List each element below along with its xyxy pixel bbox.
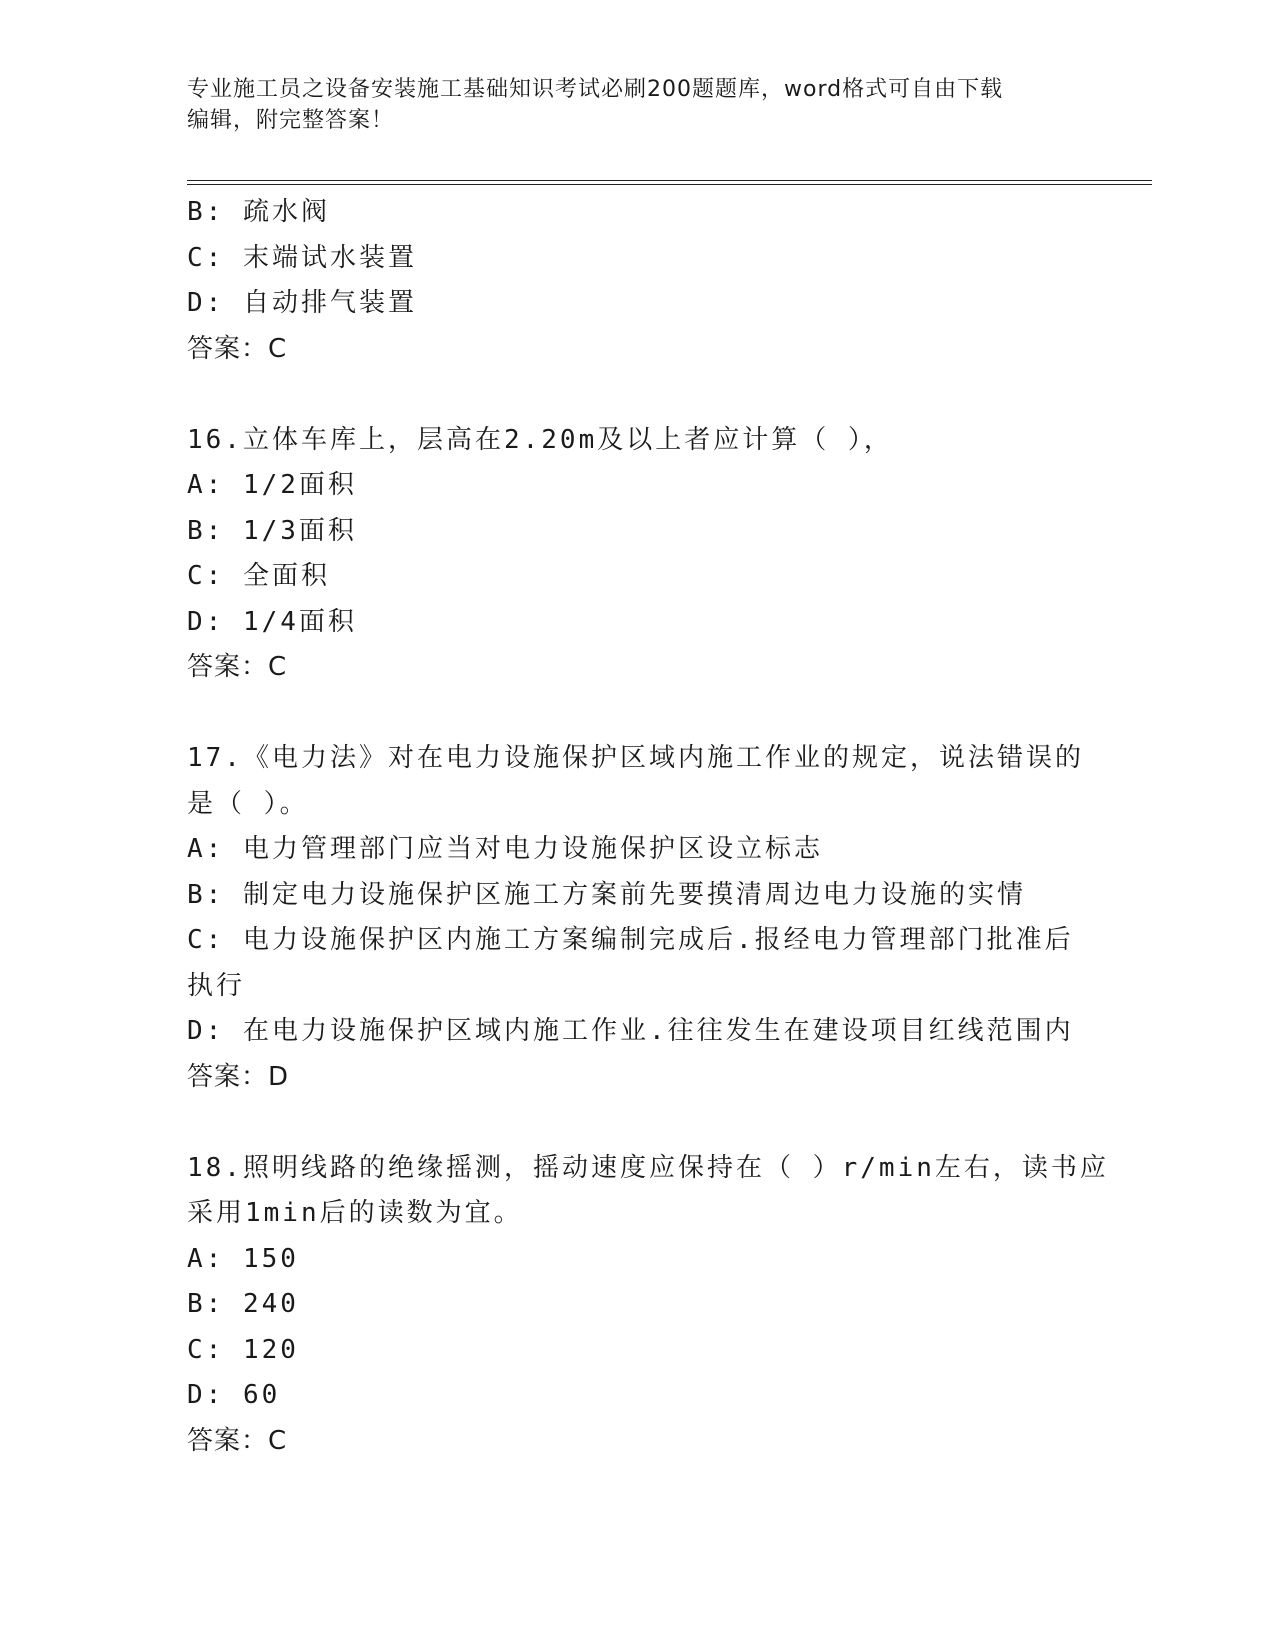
answer-line: 答案：D <box>187 1061 290 1092</box>
header-rule-bottom <box>187 184 1152 185</box>
question-stem-cont: 采用1min后的读数为宜。 <box>187 1198 523 1228</box>
question-16 <box>187 418 1187 691</box>
option-a: A: 电力管理部门应当对电力设施保护区设立标志 <box>187 834 823 864</box>
option-b: B: 疏水阀 <box>187 197 330 227</box>
option-b: B: 240 <box>187 1289 299 1319</box>
option-c: C: 末端试水装置 <box>187 242 417 273</box>
option-d: D: 60 <box>187 1380 281 1410</box>
option-d: D: 在电力设施保护区域内施工作业.往往发生在建设项目红线范围内 <box>187 1016 1074 1046</box>
spacer <box>187 691 1187 737</box>
option-c-cont: 执行 <box>187 970 246 1001</box>
header-rule-top <box>187 180 1152 181</box>
option-c: C: 120 <box>187 1334 299 1365</box>
question-stem-cont: 是（ ）。 <box>187 788 309 819</box>
header-line-2: 编辑，附完整答案！ <box>187 108 395 133</box>
spacer <box>187 1100 1187 1146</box>
question-15-continued <box>187 190 1187 372</box>
spacer <box>187 372 1187 418</box>
document-header <box>187 74 1087 136</box>
question-stem: 16.立体车库上，层高在2.20m及以上者应计算（ ）， <box>187 424 893 455</box>
question-18 <box>187 1146 1187 1465</box>
header-line-1: 专业施工员之设备安装施工基础知识考试必刷200题题库，word格式可自由下载 <box>187 77 1004 102</box>
option-c: C: 电力设施保护区内施工方案编制完成后.报经电力管理部门批准后 <box>187 925 1074 955</box>
option-b: B: 1/3面积 <box>187 515 357 546</box>
question-stem: 17.《电力法》对在电力设施保护区域内施工作业的规定，说法错误的 <box>187 743 1084 773</box>
option-d: D: 自动排气装置 <box>187 288 417 318</box>
option-a: A: 150 <box>187 1243 299 1274</box>
question-17 <box>187 736 1187 1100</box>
question-stem: 18.照明线路的绝缘摇测，摇动速度应保持在（ ）r/min左右，读书应 <box>187 1152 1109 1183</box>
answer-line: 答案：C <box>187 333 288 364</box>
answer-line: 答案：C <box>187 652 288 682</box>
option-d: D: 1/4面积 <box>187 606 357 637</box>
answer-line: 答案：C <box>187 1425 288 1456</box>
option-b: B: 制定电力设施保护区施工方案前先要摸清周边电力设施的实情 <box>187 879 1026 910</box>
question-list <box>187 190 1187 1464</box>
option-c: C: 全面积 <box>187 561 330 591</box>
option-a: A: 1/2面积 <box>187 470 357 500</box>
